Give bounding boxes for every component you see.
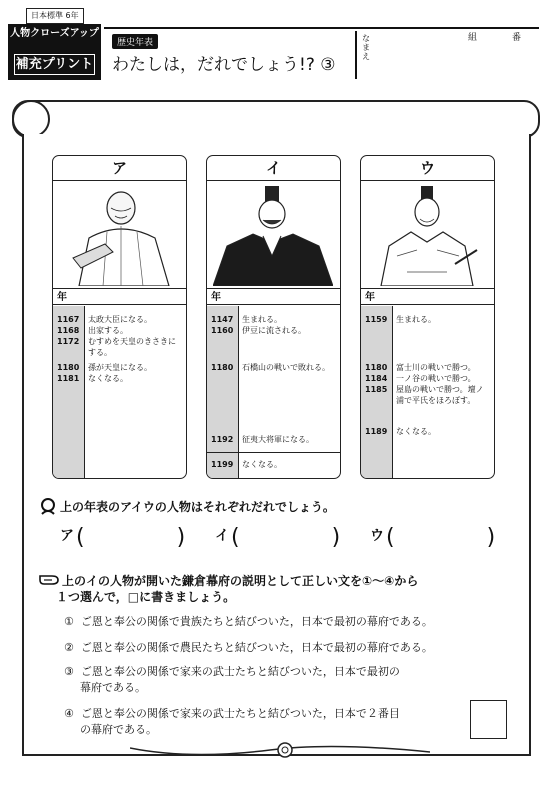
answer-close-paren: ): [331, 525, 341, 550]
entry-event: 生まれる。: [396, 315, 436, 324]
series-badge: [8, 24, 101, 80]
entry-year: 1180: [365, 363, 388, 372]
answer-open-paren: (: [386, 525, 395, 550]
answer-open-paren: (: [76, 525, 85, 550]
question-1-text: 上の年表のアイウの人物はそれぞれだれでしょう。: [60, 500, 335, 514]
choice-number: ③: [64, 665, 74, 678]
answer-box[interactable]: [470, 700, 507, 739]
year-header: 年: [365, 292, 375, 303]
choice-text-cont: の幕府である。: [80, 723, 157, 736]
scroll-top-roll: [12, 100, 540, 138]
number-label: 番: [512, 33, 522, 43]
answer-close-paren: ): [486, 525, 496, 550]
timeline-card-u: [360, 155, 495, 479]
row-divider: [207, 452, 340, 453]
entry-event: 孫が天皇になる。: [88, 363, 152, 372]
entry-event: 一ノ谷の戦いで勝つ。: [396, 374, 476, 383]
question-1: [38, 497, 335, 515]
entry-year: 1184: [365, 374, 388, 383]
grade-tag: 日本標準 6年: [26, 8, 84, 24]
name-label: なまえ: [362, 34, 370, 61]
portrait-samurai-icon: [213, 186, 333, 286]
entry-year: 1192: [211, 435, 234, 444]
choice-text: ご恩と奉公の関係で農民たちと結びついた，日本で最初の幕府である。: [80, 641, 433, 654]
table-rule: [53, 304, 186, 305]
badge-bottom-text: 補充プリント: [14, 54, 95, 75]
timeline-card-a: [52, 155, 187, 479]
entry-event: 石橋山の戦いで敗れる。: [242, 363, 330, 372]
scroll-bottom-curl: [130, 738, 430, 764]
entry-event: 征夷大将軍になる。: [242, 435, 314, 444]
entry-event: 生まれる。: [242, 315, 282, 324]
card-label: ウ: [361, 156, 494, 181]
choice-text: ご恩と奉公の関係で貴族たちと結びついた，日本で最初の幕府である。: [80, 615, 433, 628]
entry-year: 1159: [365, 315, 388, 324]
choice-number: ②: [64, 641, 74, 654]
entry-event: 富士川の戦いで勝つ。: [396, 363, 476, 372]
entry-event: 伊豆に流される。: [242, 326, 306, 335]
entry-year: 1181: [57, 374, 80, 383]
entry-event: 出家する。: [88, 326, 128, 335]
answer-label: イ: [215, 528, 229, 544]
answer-label: ウ: [370, 528, 384, 544]
badge-top-text: 人物クローズアップ: [10, 28, 99, 39]
entry-year: 1180: [57, 363, 80, 372]
entry-event: 屋島の戦いで勝つ。壇ノ浦で平氏をほろぼす。: [396, 385, 484, 405]
scroll-curl: [12, 100, 50, 138]
entry-year: 1185: [365, 385, 388, 394]
entry-year: 1167: [57, 315, 80, 324]
choice-3: [64, 664, 400, 696]
answer-a[interactable]: [60, 525, 185, 550]
card-label: ア: [53, 156, 186, 181]
choice-1: [64, 614, 433, 630]
entry-event: 太政大臣になる。: [88, 315, 152, 324]
question-2-line2: １つ選んで，□に書きましょう。: [56, 590, 236, 604]
table-rule: [361, 304, 494, 305]
choice-text-cont: 幕府である。: [80, 681, 146, 694]
portrait-warrior-icon: [367, 186, 487, 286]
answer-close-paren: ): [176, 525, 186, 550]
entry-year: 1180: [211, 363, 234, 372]
page-title: わたしは，だれでしょう!? ③: [112, 55, 336, 75]
entry-year: 1189: [365, 427, 388, 436]
pointing-hand-icon: [38, 572, 60, 588]
entry-year: 1199: [211, 460, 234, 469]
entry-event: むすめを天皇のきさきにする。: [88, 337, 176, 357]
class-label: 組: [468, 33, 478, 43]
entry-event: なくなる。: [88, 374, 128, 383]
year-header: 年: [211, 292, 221, 303]
header-rule: [104, 27, 539, 29]
answer-row: [60, 525, 500, 561]
question-2-line1: 上のイの人物が開いた鎌倉幕府の説明として正しい文を①～④から: [62, 574, 419, 588]
entry-year: 1160: [211, 326, 234, 335]
answer-label: ア: [60, 528, 74, 544]
entry-year: 1172: [57, 337, 80, 346]
entry-year: 1168: [57, 326, 80, 335]
choice-number: ①: [64, 615, 74, 628]
answer-i[interactable]: [215, 525, 340, 550]
card-label: イ: [207, 156, 340, 181]
category-tag: 歴史年表: [112, 34, 158, 49]
answer-open-paren: (: [231, 525, 240, 550]
choice-number: ④: [64, 707, 74, 720]
timeline-card-i: [206, 155, 341, 479]
choice-text: ご恩と奉公の関係で家来の武士たちと結びついた，日本で最初の: [80, 665, 400, 678]
entry-event: なくなる。: [396, 427, 436, 436]
year-header: 年: [57, 292, 67, 303]
choice-2: [64, 640, 433, 656]
portrait-monk-icon: [59, 186, 179, 286]
choice-4: [64, 706, 400, 738]
table-rule: [207, 304, 340, 305]
question-2: [38, 572, 418, 605]
answer-u[interactable]: [370, 525, 495, 550]
name-divider: [355, 31, 357, 79]
thinking-person-icon: [38, 497, 58, 515]
entry-year: 1147: [211, 315, 234, 324]
choice-text: ご恩と奉公の関係で家来の武士たちと結びついた，日本で２番目: [80, 707, 400, 720]
entry-event: なくなる。: [242, 460, 282, 469]
